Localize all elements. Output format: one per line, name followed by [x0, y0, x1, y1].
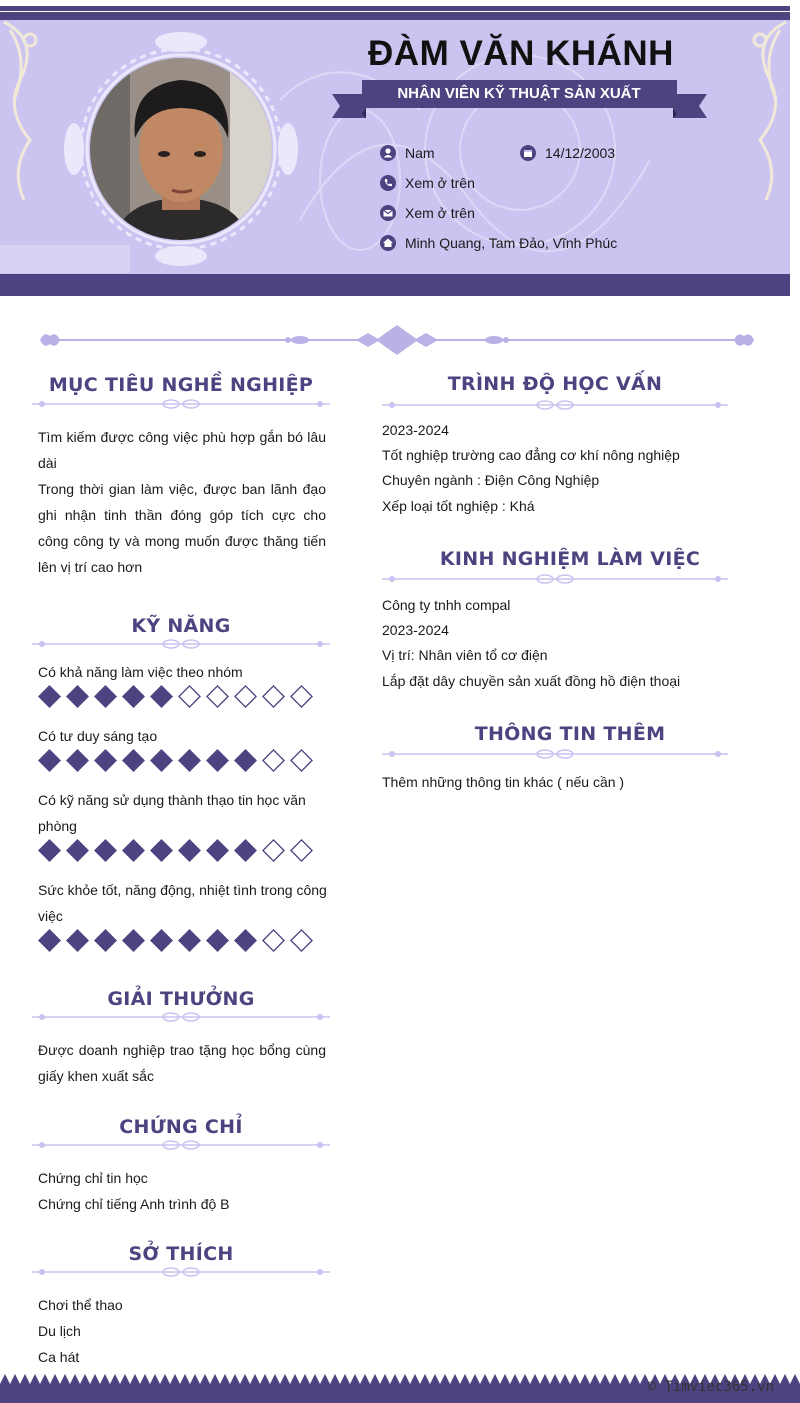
rating-diamond-empty	[262, 929, 285, 952]
contact-email	[380, 205, 475, 221]
rating-diamond-filled	[122, 685, 145, 708]
rating-diamond-filled	[150, 749, 173, 772]
section-title-certificates: CHỨNG CHỈ	[119, 1116, 243, 1138]
skill-name: Có tư duy sáng tạo	[38, 728, 158, 744]
rating-diamond-filled	[122, 929, 145, 952]
experience-item: Công ty tnhh compal	[382, 597, 511, 613]
rating-diamond-filled	[122, 839, 145, 862]
section-rule	[32, 638, 330, 650]
section-rule	[382, 748, 728, 760]
rating-diamond-empty	[290, 839, 313, 862]
rating-diamond-filled	[206, 749, 229, 772]
skill-rating	[38, 749, 313, 772]
hobby-item: Du lịch	[38, 1323, 81, 1339]
candidate-name: ĐÀM VĂN KHÁNH	[368, 34, 674, 73]
skill-name: Có khả năng làm việc theo nhóm	[38, 664, 243, 680]
section-rule	[32, 1266, 330, 1278]
experience-item: Vị trí: Nhân viên tổ cơ điện	[382, 647, 548, 663]
rating-diamond-empty	[262, 749, 285, 772]
skill-name: Có kỹ năng sử dụng thành thạo tin học văn phòng	[38, 792, 306, 834]
section-rule	[382, 399, 728, 411]
rating-diamond-filled	[38, 839, 61, 862]
mail-icon	[380, 205, 396, 221]
calendar-icon	[520, 145, 536, 161]
education-item: Tốt nghiệp trường cao đẳng cơ khí nông nghiệp	[382, 447, 680, 463]
rating-diamond-filled	[94, 749, 117, 772]
rating-diamond-filled	[206, 929, 229, 952]
rating-diamond-filled	[94, 929, 117, 952]
rating-diamond-filled	[234, 749, 257, 772]
rating-diamond-filled	[66, 685, 89, 708]
objective-line-1: Tìm kiếm được công việc phù hợp gắn bó lâu dài	[38, 429, 326, 471]
section-title-education: TRÌNH ĐỘ HỌC VẤN	[447, 373, 663, 395]
rating-diamond-filled	[150, 929, 173, 952]
section-title-extra: THÔNG TIN THÊM	[474, 723, 666, 745]
rating-diamond-filled	[94, 839, 117, 862]
certificate-item: Chứng chỉ tin học	[38, 1170, 148, 1186]
rating-diamond-filled	[66, 929, 89, 952]
certificate-item: Chứng chỉ tiếng Anh trình độ B	[38, 1196, 230, 1212]
rating-diamond-empty	[290, 749, 313, 772]
education-item: Chuyên ngành : Điện Công Nghiệp	[382, 472, 600, 488]
user-icon	[380, 145, 396, 161]
rating-diamond-empty	[262, 685, 285, 708]
rating-diamond-filled	[122, 749, 145, 772]
rating-diamond-filled	[178, 839, 201, 862]
rating-diamond-empty	[290, 685, 313, 708]
avatar-photo	[90, 58, 272, 240]
phone-icon	[380, 175, 396, 191]
rating-diamond-filled	[150, 839, 173, 862]
skill-name: Sức khỏe tốt, năng động, nhiệt tình trong công việc	[38, 882, 327, 924]
extra-text: Thêm những thông tin khác ( nếu cần )	[382, 774, 625, 790]
section-title-skills: KỸ NĂNG	[131, 615, 231, 637]
address-value: Minh Quang, Tam Đảo, Vĩnh Phúc	[405, 235, 618, 251]
section-rule	[32, 1011, 330, 1023]
section-title-awards: GIẢI THƯỞNG	[107, 988, 255, 1010]
gender-value: Nam	[405, 145, 435, 161]
contact-phone	[380, 175, 475, 191]
ornament-divider	[38, 325, 756, 355]
skill-rating	[38, 685, 313, 708]
experience-item: 2023-2024	[382, 622, 449, 638]
contact-address	[380, 235, 617, 251]
skill-rating	[38, 929, 313, 952]
rating-diamond-empty	[206, 685, 229, 708]
rating-diamond-filled	[150, 685, 173, 708]
contact-gender	[380, 145, 435, 161]
section-rule	[382, 573, 728, 585]
rating-diamond-filled	[94, 685, 117, 708]
rating-diamond-filled	[38, 749, 61, 772]
rating-diamond-filled	[178, 749, 201, 772]
rating-diamond-empty	[178, 685, 201, 708]
phone-value: Xem ở trên	[405, 175, 475, 191]
skill-rating	[38, 839, 313, 862]
birthday-value: 14/12/2003	[545, 145, 616, 161]
rating-diamond-filled	[234, 839, 257, 862]
experience-item: Lắp đặt dây chuyền sản xuất đồng hồ điện thoại	[382, 673, 681, 689]
email-value: Xem ở trên	[405, 205, 475, 221]
cv-header	[0, 0, 790, 296]
rating-diamond-filled	[206, 839, 229, 862]
education-item: Xếp loại tốt nghiệp : Khá	[382, 498, 535, 514]
rating-diamond-filled	[178, 929, 201, 952]
rating-diamond-empty	[262, 839, 285, 862]
position-title: NHÂN VIÊN KỸ THUẬT SẢN XUẤT	[397, 85, 641, 102]
section-title-experience: KINH NGHIỆM LÀM VIỆC	[439, 548, 701, 570]
copyright-text: © Timviec365.vn	[647, 1379, 774, 1395]
objective-line-2: Trong thời gian làm việc, được ban lãnh đạo ghi nhận tinh thần đóng góp tích cực cho công công ty và mong muốn được thăng tiến lên vị trí cao hơn	[38, 481, 326, 575]
rating-diamond-empty	[234, 685, 257, 708]
hobby-item: Chơi thể thao	[38, 1297, 123, 1313]
awards-text: Được doanh nghiệp trao tặng học bổng cùng giấy khen xuất sắc	[38, 1042, 326, 1084]
rating-diamond-filled	[38, 685, 61, 708]
section-rule	[32, 1139, 330, 1151]
home-icon	[380, 235, 396, 251]
contact-birthday	[520, 145, 615, 161]
rating-diamond-filled	[234, 929, 257, 952]
section-title-objective: MỤC TIÊU NGHỀ NGHIỆP	[48, 374, 314, 396]
education-item: 2023-2024	[382, 422, 449, 438]
rating-diamond-empty	[290, 929, 313, 952]
rating-diamond-filled	[38, 929, 61, 952]
rating-diamond-filled	[66, 749, 89, 772]
section-rule	[32, 398, 330, 410]
section-title-hobbies: SỞ THÍCH	[128, 1243, 234, 1265]
hobby-item: Ca hát	[38, 1349, 80, 1365]
rating-diamond-filled	[66, 839, 89, 862]
